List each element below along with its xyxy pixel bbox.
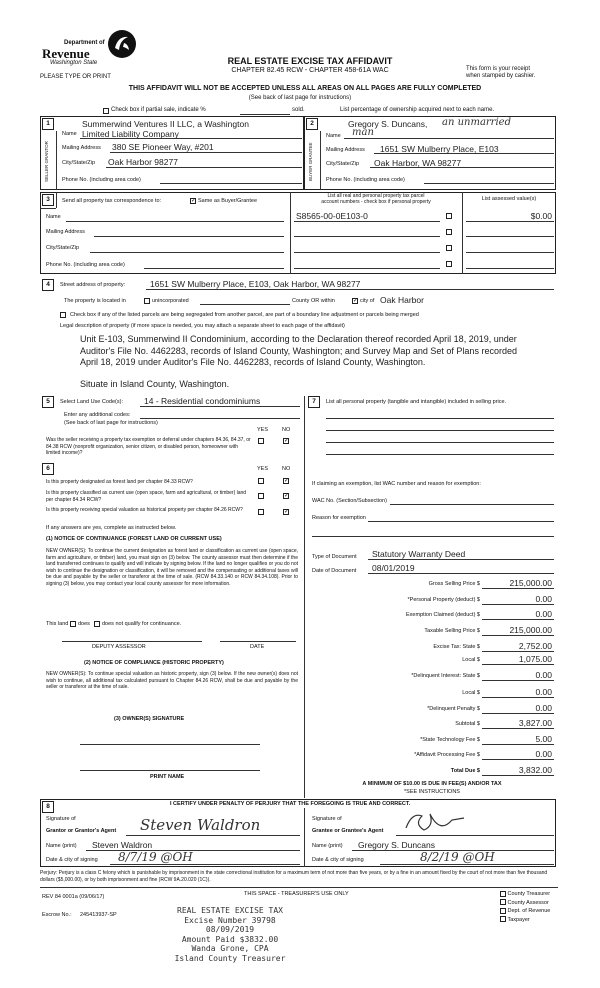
fin-label: Local $ (462, 690, 480, 696)
forest-question: Is this property designated as forest land per chapter 84.33 RCW? (46, 479, 193, 485)
seller-address[interactable]: 380 SE Pioneer Way, #201 (112, 142, 214, 152)
unincorporated-checkbox[interactable] (144, 298, 150, 304)
notice-continuance-body: NEW OWNER(S): To continue the current designation as forest land or classification as current use (open space, farm and agriculture, or timber) land, you must sign on (3) below. The county assessor must then determine if the land transferred continues to qualify and will indicate by signing below. If the land no longer qualifies or you do not wish to continue the designation or classification, it will be removed and the compensating or additional taxes will be due and payable by the seller or transferor at the time of sale. (RCW 84.33.140 or RCW 84.34.108). Prior to signing (3) below, you may contact your local county assessor for more information. (46, 548, 298, 587)
notice-compliance-title: (2) NOTICE OF COMPLIANCE (HISTORIC PROPERTY) (84, 660, 224, 666)
fin-value[interactable]: 3,827.00 (518, 718, 552, 728)
perjury-notice: Perjury: Perjury is a class C felony which is punishable by imprisonment in the state correctional institution for a maximum term of not more than five years, or by a fine in an amount fixed by the court of not more than five thousand dollars ($5,000.00), or by both imprisonment and fine (RCW 9A.20.020 (1C)). (40, 870, 548, 883)
grantee-signature[interactable] (400, 808, 470, 836)
located-in-label: The property is located in (64, 298, 126, 304)
fin-label: Subtotal $ (455, 721, 480, 727)
grantee-date-label: Date & city of signing (312, 857, 364, 863)
fin-value[interactable]: 215,000.00 (509, 625, 552, 635)
grantee-date[interactable]: 8/2/19 @OH (420, 850, 495, 864)
forest-yes-checkbox[interactable] (258, 478, 264, 484)
print-name-label: PRINT NAME (150, 774, 185, 780)
assessed-header: List assessed value(s) (481, 196, 537, 202)
revenue-swirl-icon (106, 28, 138, 60)
section-3-number: 3 (42, 194, 54, 206)
forest-no-checkbox[interactable]: ✓ (284, 478, 290, 484)
treasurer-stamp (150, 906, 310, 963)
copy-distribution (500, 890, 550, 924)
dor-logo (40, 28, 140, 72)
doc-date-label: Date of Document (312, 568, 357, 574)
sec3-address-label: Mailing Address (46, 229, 85, 235)
stamp-line-3: 08/09/2019 (205, 925, 255, 934)
sec3-city-label: City/State/Zip (46, 245, 80, 251)
current-use-yes-checkbox[interactable] (258, 493, 264, 499)
fin-label: Excise Tax: State $ (433, 644, 480, 650)
fin-value[interactable]: 0.00 (535, 670, 552, 680)
city-of-label: city of (360, 298, 375, 304)
ownership-pct-note: List percentage of ownership acquired next to each name. (340, 107, 495, 113)
if-yes-note: If any answers are yes, complete as instructed below. (46, 525, 177, 531)
land-use-label: Select Land Use Code(s): (60, 399, 123, 405)
fin-value[interactable]: 1,075.00 (518, 654, 552, 664)
fin-label: *State Technology Fee $ (420, 737, 480, 743)
same-as-buyer-label: Same as Buyer/Grantee (198, 198, 258, 204)
copy-checkbox[interactable] (500, 916, 506, 922)
grantor-date[interactable]: 8/7/19 @OH (118, 850, 193, 864)
does-not-label: does not qualify for continuance. (102, 621, 182, 627)
fin-value[interactable]: 0.00 (535, 687, 552, 697)
stamp-line-6: Island County Treasurer (174, 953, 286, 963)
doc-type-label: Type of Document (312, 554, 357, 560)
partial-sale-checkbox[interactable] (103, 108, 109, 114)
buyer-name-typed: Gregory S. Duncans, (348, 119, 428, 129)
section-4-number: 4 (42, 279, 54, 291)
copy-item (500, 907, 550, 916)
fin-value[interactable]: 3,832.00 (518, 765, 552, 775)
escrow-number: 245413937-SP (80, 912, 117, 918)
does-label: does (78, 621, 90, 627)
current-use-no-checkbox[interactable]: ✓ (284, 493, 290, 499)
section-5-number: 5 (42, 396, 54, 408)
fin-value[interactable]: 2,752.00 (518, 641, 552, 651)
parcel-2-personal-checkbox[interactable] (446, 229, 452, 235)
buyer-name-hand-2: man (352, 127, 374, 138)
legal-line-1: Unit E-103, Summerwind II Condominium, according to the Declaration thereof recorded April 18, 2019, under (80, 334, 517, 344)
buyer-address[interactable]: 1651 SW Mulberry Place, E103 (380, 144, 499, 154)
segregation-label: Check box if any of the listed parcels are being segregated from another parcel, are part of a boundary line adjustment or parcels being merged (70, 312, 419, 318)
notice-continuance-title: (1) NOTICE OF CONTINUANCE (FOREST LAND OR CURRENT USE) (46, 536, 222, 542)
treasurer-space: THIS SPACE - TREASURER'S USE ONLY (244, 891, 349, 897)
fin-label: *Delinquent Penalty $ (427, 706, 480, 712)
dept-line2: Revenue (42, 46, 90, 61)
section-8-number: 8 (42, 801, 54, 813)
copy-label: County Treasurer (507, 891, 551, 897)
exemption-yes-checkbox[interactable] (258, 438, 264, 444)
historic-no-checkbox[interactable]: ✓ (284, 509, 290, 515)
fin-label: Taxable Selling Price $ (424, 628, 480, 634)
minimum-note: A MINIMUM OF $10.00 IS DUE IN FEE(S) AND/OR TAX (362, 781, 502, 787)
form-rev: REV 84 0001a (09/06/17) (42, 894, 105, 900)
parcel-header-1: List all real and personal property tax parcel (327, 193, 425, 199)
fin-value[interactable]: 5.00 (535, 734, 552, 744)
fin-value[interactable]: 0.00 (535, 703, 552, 713)
grantor-signature[interactable]: Steven Waldron (140, 816, 261, 834)
city-checkbox[interactable]: ✓ (353, 298, 359, 304)
legal-line-4: Situate in Island County, Washington. (80, 378, 230, 389)
same-as-buyer-checkbox[interactable]: ✓ (191, 198, 197, 204)
grantor-agent-label: Grantor or Grantor's Agent (46, 828, 117, 834)
street-label: Street address of property: (60, 282, 126, 288)
section-6-number: 6 (42, 463, 54, 475)
buyer-name-hand-1: an unmarried (442, 117, 511, 128)
buyer-name-label: Name (326, 133, 341, 139)
copy-checkbox[interactable] (500, 908, 506, 914)
reason-label: Reason for exemption (312, 515, 366, 521)
receipt-note-1: This form is your receipt (466, 66, 531, 72)
parcel-4-personal-checkbox[interactable] (446, 261, 452, 267)
additional-codes-label: Enter any additional codes: (64, 412, 131, 418)
legal-description-label: Legal description of property (if more space is needed, you may attach a separate sheet to each page of the affidavit) (60, 323, 345, 329)
exemption-question: Was the seller receiving a property tax exemption or deferral under chapters 84.36, 84.37, or 84.38 RCW (nonprofit organization, senior citizen, or disabled person, homeowner with limited income)? (46, 437, 251, 456)
buyer-address-label: Mailing Address (326, 147, 365, 153)
parcel-1-personal-checkbox[interactable] (446, 213, 452, 219)
copy-item (500, 916, 550, 925)
seller-name-line2[interactable]: Limited Liability Company (82, 129, 179, 139)
see-back-note: (See back of last page for instructions) (248, 95, 352, 101)
grantee-name[interactable]: Gregory S. Duncans (358, 840, 436, 850)
current-use-question: Is this property classified as current use (open space, farm and agricultural, or timber) land per chapter 84.34 RCW? (46, 490, 247, 503)
grantee-sig-label: Signature of (312, 816, 342, 822)
copy-item (500, 890, 550, 899)
fin-label: *Delinquent Interest: State $ (411, 673, 480, 679)
fin-label: Total Due $ (450, 768, 480, 774)
dept-line1: Department of (64, 40, 105, 46)
fin-label: Local $ (462, 657, 480, 663)
claiming-exemption-label: If claiming an exemption, list WAC number and reason for exemption: (312, 481, 481, 487)
sec5-no-label: NO (282, 427, 291, 433)
assessed-value[interactable]: $0.00 (530, 211, 552, 221)
fin-value[interactable]: 0.00 (535, 749, 552, 759)
county-or-within-label: County OR within (292, 298, 335, 304)
fin-value[interactable]: 0.00 (535, 609, 552, 619)
doc-type[interactable]: Statutory Warranty Deed (372, 549, 466, 559)
fin-label: *Affidavit Processing Fee $ (414, 752, 480, 758)
doc-date[interactable]: 08/01/2019 (372, 563, 415, 573)
fin-label: Gross Selling Price $ (428, 581, 480, 587)
grantor-date-label: Date & city of signing (46, 857, 98, 863)
stamp-line-2: Excise Number 39798 (184, 915, 276, 925)
fin-label: Exemption Claimed (deduct) $ (406, 612, 480, 618)
section-7-number: 7 (308, 396, 320, 408)
grantor-sig-label: Signature of (46, 816, 76, 822)
sec6-yes-label: YES (257, 466, 269, 472)
wac-label: WAC No. (Section/Subsection) (312, 498, 387, 504)
property-street[interactable]: 1651 SW Mulberry Place, E103, Oak Harbor, WA 98277 (150, 279, 361, 289)
exemption-no-checkbox[interactable]: ✓ (284, 438, 290, 444)
buyer-city[interactable]: Oak Harbor, WA 98277 (374, 158, 462, 168)
stamp-line-4: Amount Paid $3832.00 (181, 934, 279, 944)
seller-name-label: Name (62, 131, 77, 137)
stamp-line-1: REAL ESTATE EXCISE TAX (177, 906, 283, 915)
date-label: DATE (250, 644, 265, 650)
parcel-header-2: account numbers - check box if personal property (321, 199, 431, 205)
buyer-phone-label: Phone No. (including area code) (326, 177, 405, 183)
sec3-name-label: Name (46, 214, 61, 220)
copy-checkbox[interactable] (500, 891, 506, 897)
send-correspondence-label: Send all property tax correspondence to: (62, 198, 162, 204)
land-use-value[interactable]: 14 - Residential condominiums (144, 396, 261, 406)
sec6-no-label: NO (282, 466, 291, 472)
seller-address-label: Mailing Address (62, 145, 101, 151)
notice-compliance-body: NEW OWNER(S): To continue special valuation as historic property, sign (3) below. If the new owner(s) does not wish to continue, all additional tax calculated pursuant to Chapter 84.26 RCW, shall be due and payable by the seller or transferor at the time of sale. (46, 671, 298, 691)
legal-line-2: Auditor's File No. 4462283, records of Island County, Washington; and Survey Map and Set of Plans recorded (80, 345, 517, 356)
does-checkbox[interactable] (70, 621, 76, 627)
see-instructions: *SEE INSTRUCTIONS (404, 789, 460, 795)
grantor-name[interactable]: Steven Waldron (92, 840, 153, 850)
this-land-label: This land (46, 621, 69, 627)
seller-phone-label: Phone No. (including area code) (62, 177, 141, 183)
fin-value[interactable]: 215,000.00 (509, 578, 552, 588)
unincorporated-label: unincorporated (152, 298, 189, 304)
sec3-phone-label: Phone No. (including area code) (46, 262, 125, 268)
type-or-print: PLEASE TYPE OR PRINT (40, 74, 111, 80)
seller-name-line1: Summerwind Ventures II LLC, a Washington (82, 119, 249, 129)
partial-sale-label: Check box if partial sale, indicate % (111, 107, 206, 113)
fin-value[interactable]: 0.00 (535, 594, 552, 604)
form-chapter: CHAPTER 82.45 RCW - CHAPTER 458-61A WAC (231, 67, 389, 74)
fin-label: *Personal Property (deduct) $ (407, 597, 480, 603)
copy-label: County Assessor (507, 899, 549, 906)
deputy-assessor-label: DEPUTY ASSESSOR (92, 644, 146, 650)
seller-city-label: City/State/Zip (62, 160, 96, 166)
parcel-3-personal-checkbox[interactable] (446, 245, 452, 251)
grantor-name-label: Name (print) (46, 843, 77, 849)
copy-item (500, 899, 550, 908)
sold-label: sold. (292, 107, 305, 113)
grantee-agent-label: Grantee or Grantee's Agent (312, 828, 384, 834)
seller-side-label: SELLER GRANTOR (44, 141, 49, 183)
warning-banner: THIS AFFIDAVIT WILL NOT BE ACCEPTED UNLESS ALL AREAS ON ALL PAGES ARE FULLY COMPLETED (128, 85, 482, 92)
grantee-name-label: Name (print) (312, 843, 343, 849)
sec5-yes-label: YES (257, 427, 269, 433)
receipt-note-2: when stamped by cashier. (466, 73, 536, 79)
buyer-city-label: City/State/Zip (326, 161, 360, 167)
historic-yes-checkbox[interactable] (258, 509, 264, 515)
city-value[interactable]: Oak Harbor (380, 295, 424, 305)
section-1-number: 1 (42, 118, 54, 130)
certify-text: I CERTIFY UNDER PENALTY OF PERJURY THAT THE FOREGOING IS TRUE AND CORRECT. (170, 801, 411, 807)
copy-label: Dept. of Revenue (507, 908, 551, 914)
buyer-side-label: BUYER GRANTEE (308, 142, 313, 182)
copy-label: Taxpayer (507, 916, 530, 923)
section-2-number: 2 (306, 118, 318, 130)
historic-question: Is this property receiving special valuation as historical property per chapter 84.26 RCW? (46, 507, 243, 513)
does-not-checkbox[interactable] (94, 621, 100, 627)
dept-line3: Washington State (50, 60, 98, 66)
personal-property-label: List all personal property (tangible and intangible) included in selling price. (326, 399, 507, 405)
legal-line-3: April 18, 2019 under Auditor's File No. 4462283, records of Island County, Washington. (80, 357, 426, 367)
sec5-see-back: (See back of last page for instructions) (64, 420, 158, 426)
segregation-checkbox[interactable] (60, 312, 66, 318)
escrow-label: Escrow No.: (42, 912, 72, 918)
owner-signature-title: (3) OWNER(S) SIGNATURE (114, 716, 185, 722)
stamp-line-5: Wanda Grone, CPA (191, 944, 269, 953)
seller-city[interactable]: Oak Harbor 98277 (108, 157, 178, 167)
copy-checkbox[interactable] (500, 899, 506, 905)
form-title: REAL ESTATE EXCISE TAX AFFIDAVIT (227, 56, 393, 66)
parcel-number[interactable]: S8565-00-0E103-0 (296, 211, 368, 221)
